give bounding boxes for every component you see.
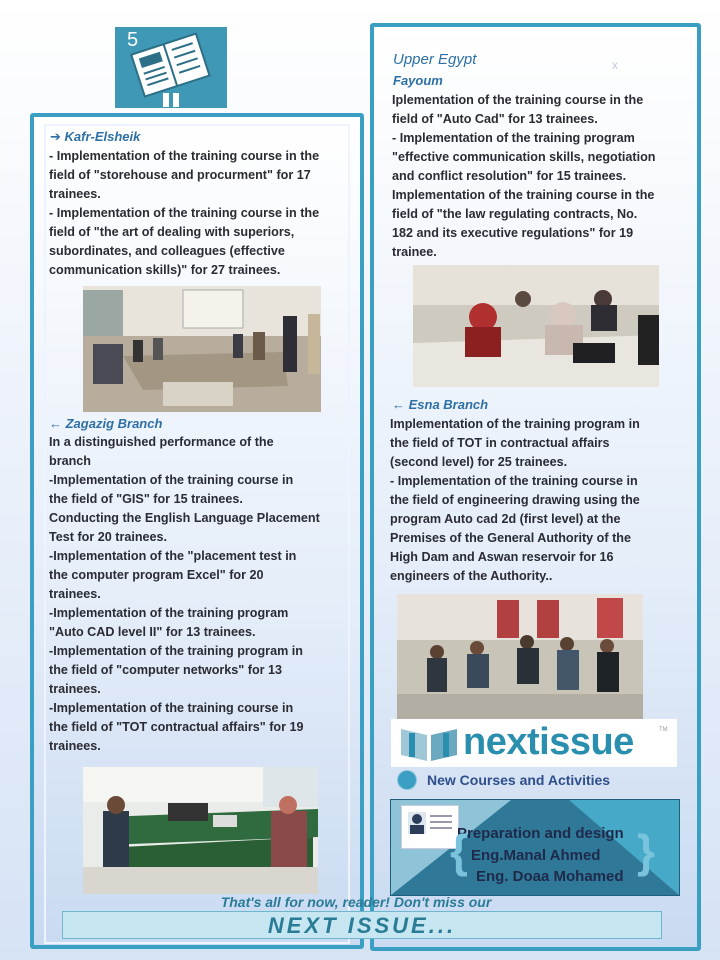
next-issue-wordmark: nextissue [463, 721, 634, 763]
open-book-icon [397, 723, 461, 763]
text-line: Conducting the English Language Placement [49, 511, 320, 525]
next-issue-topic: New Courses and Activities [427, 772, 611, 788]
text-line: branch [49, 454, 91, 468]
credits-title: Preparation and design [457, 825, 624, 842]
text-line: - Implementation of the training course in the [49, 206, 320, 220]
text-line: trainees. [49, 187, 101, 201]
upper-egypt-heading: Upper Egypt [393, 51, 477, 68]
kafr-elsheik-heading: ➔ Kafr-Elsheik [50, 129, 141, 144]
zagazig-branch-heading: ← Zagazig Branch [49, 416, 163, 431]
text-line: trainees. [49, 739, 101, 753]
left-brace: { [450, 825, 468, 877]
esna-branch-heading: ← Esna Branch [392, 397, 489, 412]
credits-name-1: Eng.Manal Ahmed [471, 847, 601, 864]
fayoum-heading: Fayoum [393, 73, 443, 88]
text-line: Iplementation of the training course in the [392, 93, 644, 107]
text-line: Implementation of the training course in the [392, 188, 655, 202]
esna-branch-text [390, 415, 640, 586]
text-line: In a distinguished performance of the [49, 435, 274, 449]
text-line: Test for 20 trainees. [49, 530, 168, 544]
text-line: program Auto cad 2d (first level) at the [390, 512, 621, 526]
text-line: and conflict resolution" for 15 trainees. [392, 169, 627, 183]
text-line: Premises of the General Authority of the [390, 531, 631, 545]
text-line: -Implementation of the training program in [49, 644, 303, 658]
next-issue-logo [391, 719, 677, 767]
text-line: (second level) for 25 trainees. [390, 455, 568, 469]
page-number-badge [115, 27, 227, 108]
text-line: trainees. [49, 587, 101, 601]
text-line: High Dam and Aswan reservoir for 16 [390, 550, 614, 564]
water-drop-icon [397, 770, 417, 790]
right-brace: } [637, 825, 655, 877]
text-line: -Implementation of the training program [49, 606, 289, 620]
text-line: field of "the art of dealing with superiors, [49, 225, 295, 239]
text-line: Implementation of the training program in [390, 417, 640, 431]
next-issue-banner: NEXT ISSUE... [62, 911, 662, 939]
text-line: engineers of the Authority.. [390, 569, 553, 583]
trademark-symbol: TM [659, 727, 668, 733]
text-line: the computer program Excel" for 20 [49, 568, 264, 582]
text-line: "Auto CAD level II" for 13 trainees. [49, 625, 256, 639]
text-line: the field of "TOT contractual affairs" for 19 [49, 720, 304, 734]
decorative-mark: x [612, 58, 618, 72]
text-line: the field of "computer networks" for 13 [49, 663, 283, 677]
closing-banner-text: That's all for now, reader! Don't miss our [220, 894, 492, 910]
text-line: "effective communication skills, negotiation [392, 150, 656, 164]
text-line: field of "Auto Cad" for 13 trainees. [392, 112, 598, 126]
text-line: the field of TOT in contractual affairs [390, 436, 610, 450]
text-line: field of "the law regulating contracts, No. [392, 207, 638, 221]
text-line: field of "storehouse and procurment" for 17 [49, 168, 311, 182]
zagazig-training-photo [83, 767, 318, 894]
fayoum-text [392, 91, 656, 262]
text-line: - Implementation of the training course in the [49, 149, 320, 163]
text-line: - Implementation of the training course in [390, 474, 638, 488]
text-line: -Implementation of the training course in [49, 473, 294, 487]
page-number: 5 [127, 29, 139, 51]
newspaper-reader-icon [115, 27, 227, 108]
text-line: - Implementation of the training program [392, 131, 635, 145]
text-line: subordinates, and colleagues (effective [49, 244, 285, 258]
text-line: trainee. [392, 245, 437, 259]
text-line: -Implementation of the "placement test in [49, 549, 297, 563]
text-line: 182 and its executive regulations" for 19 [392, 226, 634, 240]
zagazig-branch-text [49, 433, 320, 756]
credits-name-2: Eng. Doaa Mohamed [476, 868, 624, 885]
text-line: trainees. [49, 682, 101, 696]
kafr-elsheik-training-photo [83, 286, 321, 412]
fayoum-training-photo [413, 265, 659, 387]
text-line: the field of "GIS" for 15 trainees. [49, 492, 243, 506]
text-line: -Implementation of the training course in [49, 701, 294, 715]
text-line: communication skills)" for 27 trainees. [49, 263, 281, 277]
esna-training-photo [397, 594, 643, 719]
kafr-elsheik-text [49, 147, 319, 280]
text-line: the field of engineering drawing using the [390, 493, 640, 507]
